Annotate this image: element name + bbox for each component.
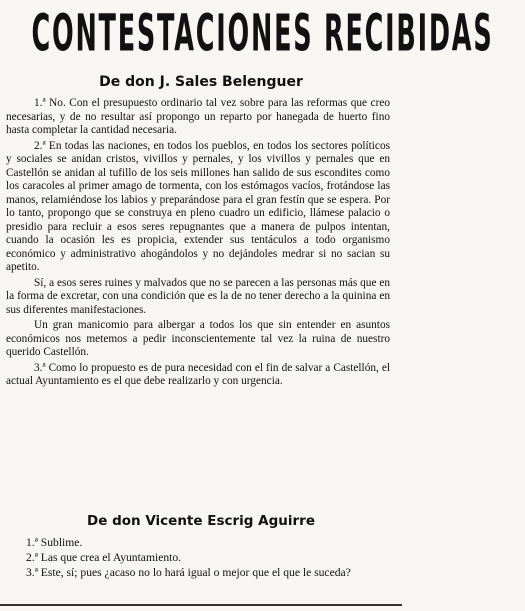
byline-sales-belenguer: De don J. Sales Belenguer — [99, 74, 303, 90]
bottom-divider — [0, 604, 402, 606]
answer-paragraph-2: 2.ª En todas las naciones, en todos los pueblos, en todos los sectores políticos y sociales se anidan cristos, vivillos y pernales, y los vivillos y pernales que en Castellón se anidan al tufillo de los seis millones han salido de sus escondites como los caracoles al primer amago de tormenta, con los estómagos vacíos, frotándose las manos, relamiéndose los labios y preparándose para el gran festín que se espera. Por lo tanto, propongo que se construya en pleno cuadro un edificio, llámese palacio o presidio para recluir a esos seres repugnantes que a manera de pulpos intentan, cuando la ocasión les es propicia, extender sus tentáculos a todo organismo económico y administrativo ahogándolos y no dejándoles medrar si no sacian su apetito. — [6, 139, 390, 273]
headline-text: CONTESTACIONES RECIBIDAS — [31, 3, 494, 63]
byline-escrig-aguirre: De don Vicente Escrig Aguirre — [87, 513, 315, 529]
answer-item-2: 2.ª Las que crea el Ayuntamiento. — [26, 551, 182, 564]
answer-item-3: 3.ª Este, sí; pues ¿acaso no lo hará igual o mejor que el que le suceda? — [26, 566, 351, 579]
answer-paragraph-3: Sí, a esos seres ruines y malvados que no se parecen a las personas más que en la forma de excretar, con una condición que es la de no tener derecho a la quinina en sus diferentes manifestaciones. — [6, 276, 390, 316]
answer-item-1: 1.ª Sublime. — [26, 536, 83, 549]
answer-paragraph-1: 1.ª No. Con el presupuesto ordinario tal vez sobre para las reformas que creo necesarias, y de no resultar así propongo un reparto por hanegada de huerto fino hasta completar la cantidad necesaria. — [6, 97, 390, 136]
answer-paragraph-4: Un gran manicomio para albergar a todos los que sin entender en asuntos económicos nos metemos a pedir inconscientemente tal vez la ruina de nuestro querido Castellón. — [6, 319, 390, 358]
letter-body-escrig-aguirre — [6, 535, 390, 580]
letter-body-sales-belenguer — [6, 97, 390, 389]
headline — [0, 3, 494, 63]
answer-paragraph-5: 3.ª Como lo propuesto es de pura necesidad con el fin de salvar a Castellón, el actual Ayuntamiento es el que debe realizarlo y con urgencia. — [6, 361, 390, 387]
